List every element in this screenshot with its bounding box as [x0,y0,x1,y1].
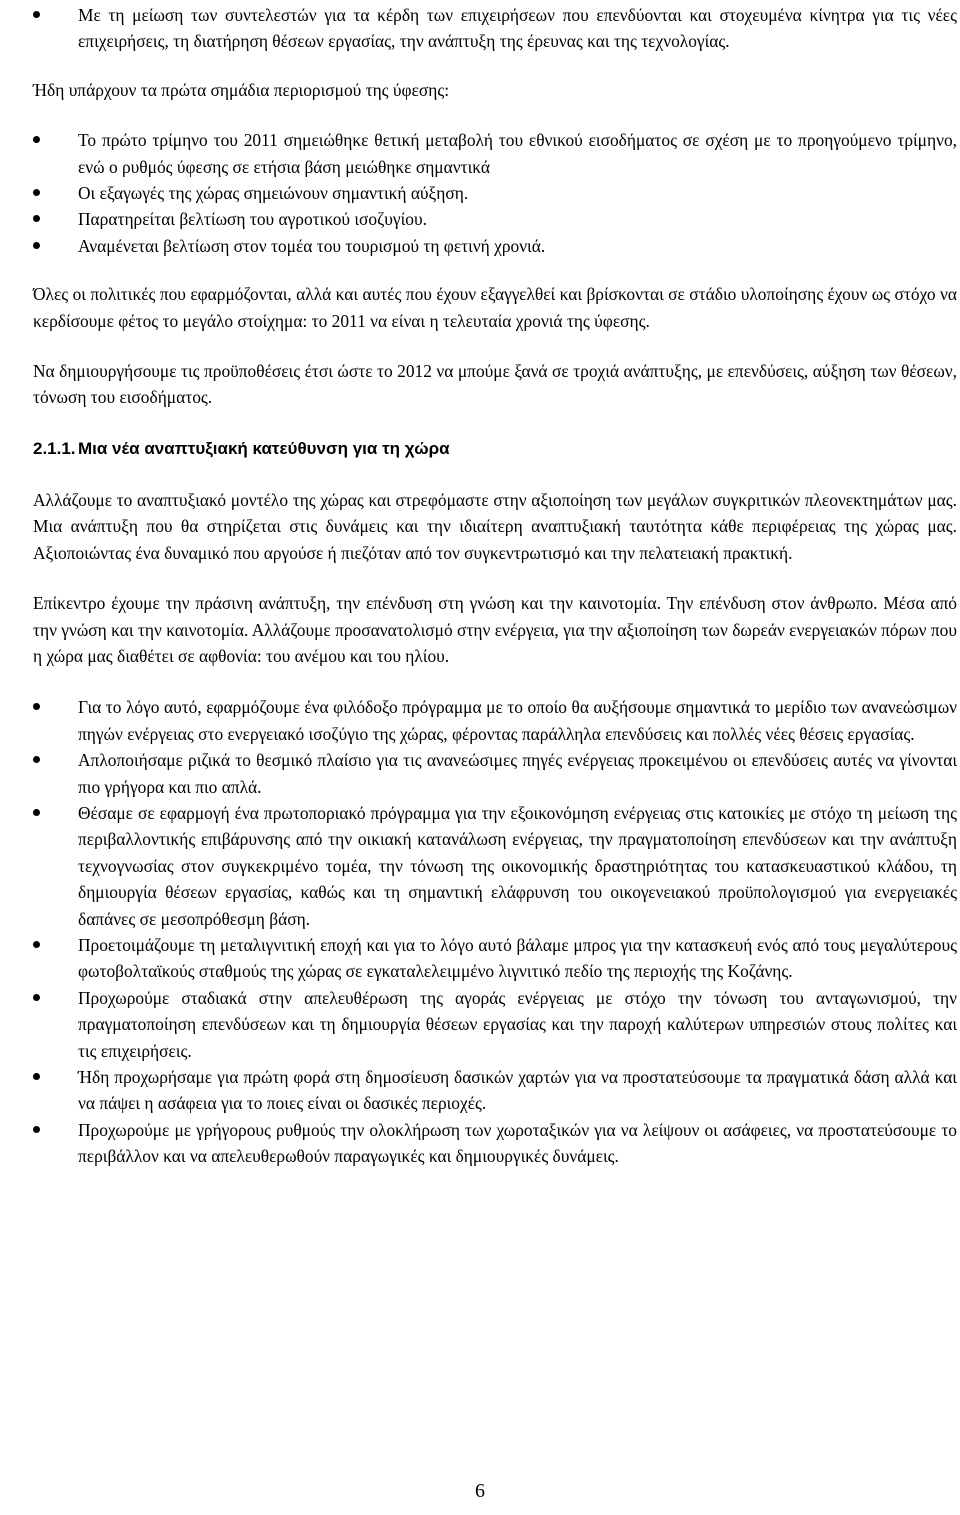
list-item: Οι εξαγωγές της χώρας σημειώνουν σημαντική αύξηση. [33,180,957,206]
page-number: 6 [475,1480,485,1502]
intro-paragraph: Ήδη υπάρχουν τα πρώτα σημάδια περιορισμού της ύφεσης: [33,79,450,100]
paragraph: Αλλάζουμε το αναπτυξιακό μοντέλο της χώρας και στρεφόμαστε στην αξιοποίηση των μεγάλων συγκριτικών πλεονεκτημάτων μας. Μια ανάπτυξη που θα στηρίζεται στις δυνάμεις και την ιδιαίτερη αναπτυξιακή ταυτότητα κάθε περιφέρειας της χώρας μας. Αξιοποιώντας ένα δυναμικό που αργούσε ή πιεζόταν από τον συγκεντρωτισμό και την πελατειακή πρακτική. [33,489,957,563]
list-item: Θέσαμε σε εφαρμογή ένα πρωτοποριακό πρόγραμμα για την εξοικονόμηση ενέργειας στις κατοικίες με στόχο τη μείωση της περιβαλλοντικής επιβάρυνσης από την οικιακή κατανάλωση ενέργειας, την πραγματοποίηση επενδύσεων και την ανάπτυξη τεχνογνωσίας στον συγκεκριμένο τομέα, την τόνωση της οικονομικής δραστηριότητας του κατασκευαστικού κλάδου, τη δημιουργία θέσεων εργασίας, καθώς και τη σημαντική ελάφρυνση του οικογενειακού προϋπολογισμού για ενεργειακές δαπάνες σε μεσοπρόθεσμη βάση. [33,800,957,932]
bullet-list-energy [33,694,957,1169]
section-number: 2.1.1. [33,438,76,458]
bullet-list-policies [33,2,957,55]
list-item: Παρατηρείται βελτίωση του αγροτικού ισοζυγίου. [33,206,957,232]
list-item: Αναμένεται βελτίωση στον τομέα του τουρισμού τη φετινή χρονιά. [33,233,957,259]
list-item: Ήδη προχωρήσαμε για πρώτη φορά στη δημοσίευση δασικών χαρτών για να προστατεύσουμε τα πραγματικά δάση αλλά και να πάψει η ασάφεια για το ποιες είναι οι δασικές περιοχές. [33,1064,957,1117]
paragraph: Όλες οι πολιτικές που εφαρμόζονται, αλλά και αυτές που έχουν εξαγγελθεί και βρίσκονται σε στάδιο υλοποίησης έχουν ως στόχο να κερδίσουμε φέτος το μεγάλο στοίχημα: το 2011 να είναι η τελευταία χρονιά της ύφεσης. [33,284,957,331]
document-body [33,2,957,1170]
list-item: Προετοιμάζουμε τη μεταλιγνιτική εποχή και για το λόγο αυτό βάλαμε μπρος για την κατασκευή ενός από τους μεγαλύτερους φωτοβολταϊκούς σταθμούς της χώρας σε εγκαταλελειμμένο λιγνιτικό πεδίο της περιοχής της Κοζάνης. [33,932,957,985]
list-item: Προχωρούμε σταδιακά στην απελευθέρωση της αγοράς ενέργειας με στόχο την τόνωση του ανταγωνισμού, την πραγματοποίηση επενδύσεων και τη δημιουργία θέσεων εργασίας και την παροχή καλύτερων υπηρεσιών στους πολίτες και τις επιχειρήσεις. [33,985,957,1064]
paragraph: Επίκεντρο έχουμε την πράσινη ανάπτυξη, την επένδυση στη γνώση και την καινοτομία. Την επένδυση στον άνθρωπο. Μέσα από την γνώση και την καινοτομία. Αλλάζουμε προσανατολισμό στην ενέργεια, για την αξιοποίηση των δωρεάν ενεργειακών πόρων που η χώρα μας διαθέτει σε αφθονία: του ανέμου και του ηλίου. [33,593,957,666]
list-item: Για το λόγο αυτό, εφαρμόζουμε ένα φιλόδοξο πρόγραμμα με το οποίο θα αυξήσουμε σημαντικά το μερίδιο των ανανεώσιμων πηγών ενέργειας στο ενεργειακό ισοζύγιο της χώρας, φέροντας παράλληλα επενδύσεις και πολλές νέες θέσεις εργασίας. [33,694,957,747]
list-item: Με τη μείωση των συντελεστών για τα κέρδη των επιχειρήσεων που επενδύονται και στοχευμένα κίνητρα για τις νέες επιχειρήσεις, τη διατήρηση θέσεων εργασίας, την ανάπτυξη της έρευνας και της τεχνολογίας. [33,2,957,55]
list-item: Απλοποιήσαμε ριζικά το θεσμικό πλαίσιο για τις ανανεώσιμες πηγές ενέργειας προκειμένου οι επενδύσεις αυτές να γίνονται πιο γρήγορα και πιο απλά. [33,747,957,800]
section-title: Μια νέα αναπτυξιακή κατεύθυνση για τη χώρα [78,438,450,458]
paragraph: Να δημιουργήσουμε τις προϋποθέσεις έτσι ώστε το 2012 να μπούμε ξανά σε τροχιά ανάπτυξης, με επενδύσεις, αύξηση των θέσεων, τόνωση του εισοδήματος. [33,361,957,408]
list-item: Το πρώτο τρίμηνο του 2011 σημειώθηκε θετική μεταβολή του εθνικού εισοδήματος σε σχέση με το προηγούμενο τρίμηνο, ενώ ο ρυθμός ύφεσης σε ετήσια βάση μειώθηκε σημαντικά [33,127,957,180]
section-heading [33,436,957,462]
bullet-list-recession-signs [33,127,957,259]
list-item: Προχωρούμε με γρήγορους ρυθμούς την ολοκλήρωση των χωροταξικών για να λείψουν οι ασάφειες, να προστατεύσουμε το περιβάλλον και να απελευθερωθούν παραγωγικές και δημιουργικές δυνάμεις. [33,1117,957,1170]
